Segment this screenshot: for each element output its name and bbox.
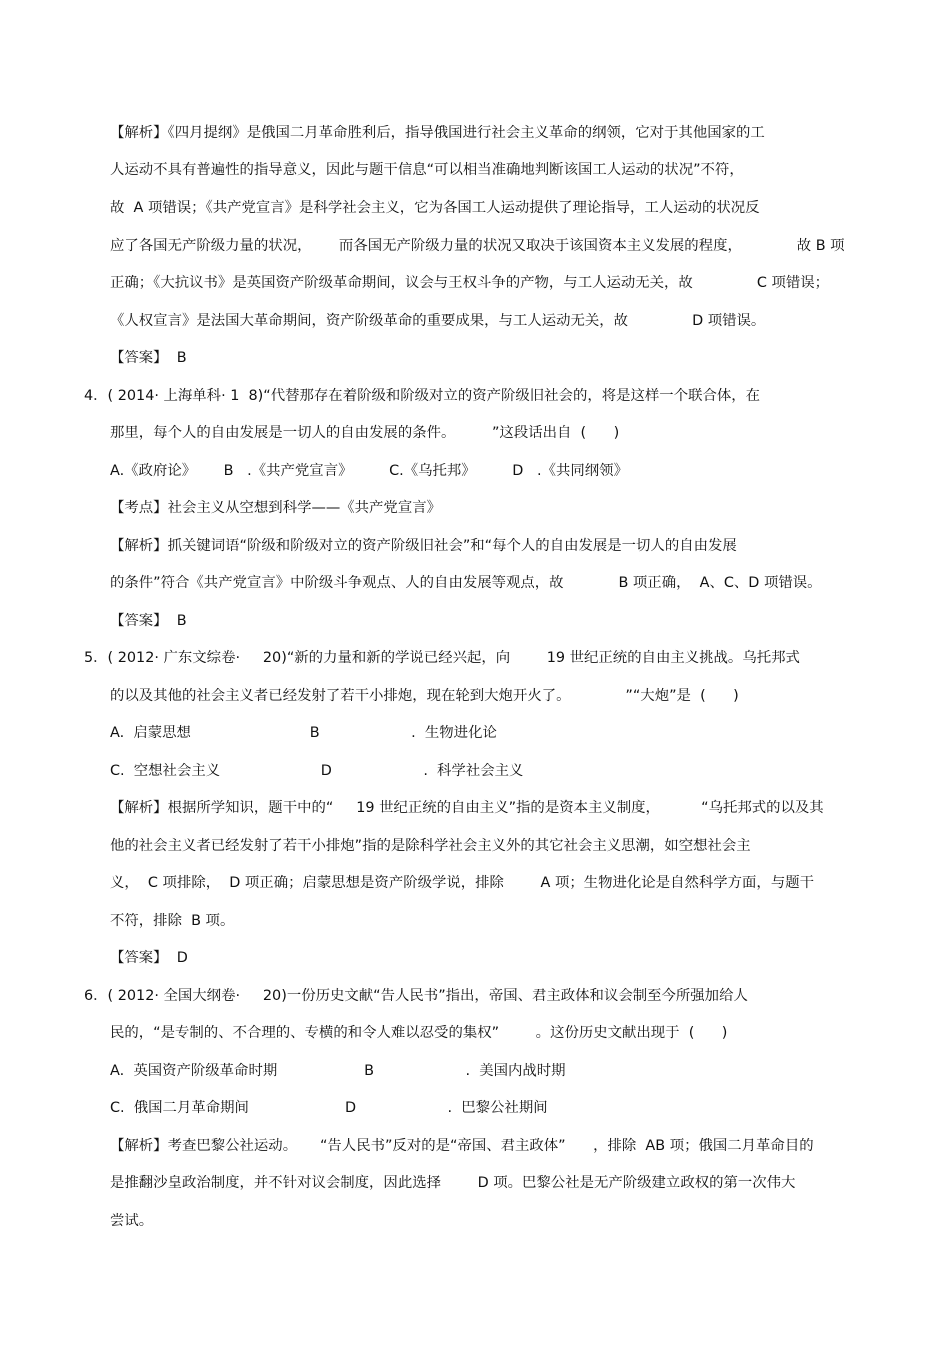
- question-5-analysis-3: 义， C 项排除， D 项正确；启蒙思想是资产阶级学说，排除 A 项；生物进化论是自然科学方面，与题干: [110, 875, 814, 891]
- question-5-stem-1: 5．( 2012· 广东文综卷· 20)“新的力量和新的学说已经兴起，向 19 世纪正统的自由主义挑战。乌托邦式: [84, 650, 800, 666]
- question-4-stem-1: 4．( 2014· 上海单科· 1 8)“代替那存在着阶级和阶级对立的资产阶级旧社会的，将是这样一个联合体，在: [84, 388, 761, 404]
- question-5-answer: 【答案】 D: [110, 950, 188, 966]
- question-5-options-ab: A. 启蒙思想 B . 生物进化论: [110, 725, 497, 741]
- question-4-stem-2: 那里，每个人的自由发展是一切人的自由发展的条件。 ”这段话出自 ( ): [110, 425, 620, 441]
- question-6-options-cd: C. 俄国二月革命期间 D . 巴黎公社期间: [110, 1100, 548, 1116]
- question-5-analysis-1: 【解析】根据所学知识，题干中的“ 19 世纪正统的自由主义”指的是资本主义制度， “乌托邦式的以及其: [110, 800, 824, 816]
- analysis-line-5: 正确；《大抗议书》是英国资产阶级革命期间，议会与王权斗争的产物，与工人运动无关，故 C 项错误；: [110, 275, 830, 291]
- question-5-analysis-2: 他的社会主义者已经发射了若干小排炮”指的是除科学社会主义外的其它社会主义思潮，如空想社会主: [110, 838, 751, 854]
- question-6-analysis-3: 尝试。: [110, 1213, 154, 1229]
- question-5-stem-2: 的以及其他的社会主义者已经发射了若干小排炮，现在轮到大炮开火了。 ”“大炮”是 ( ): [110, 688, 739, 704]
- answer-line: 【答案】 B: [110, 350, 187, 366]
- question-4-analysis-2: 的条件”符合《共产党宣言》中阶级斗争观点、人的自由发展等观点，故 B 项正确， A、C、D 项错误。: [110, 575, 822, 591]
- question-4-analysis-1: 【解析】抓关键词语“阶级和阶级对立的资产阶级旧社会”和“每个人的自由发展是一切人的自由发展: [110, 538, 737, 554]
- question-6-analysis-2: 是推翻沙皇政治制度，并不针对议会制度，因此选择 D 项。巴黎公社是无产阶级建立政权的第一次伟大: [110, 1175, 796, 1191]
- analysis-line-1: 【解析】《四月提纲》是俄国二月革命胜利后，指导俄国进行社会主义革命的纲领，它对于其他国家的工: [110, 125, 765, 141]
- question-6-stem-1: 6．( 2012· 全国大纲卷· 20)一份历史文献“告人民书”指出，帝国、君主政体和议会制至今所强加给人: [84, 988, 748, 1004]
- analysis-line-2: 人运动不具有普遍性的指导意义，因此与题干信息“可以相当准确地判断该国工人运动的状况”不符，: [110, 162, 744, 178]
- question-5-options-cd: C. 空想社会主义 D . 科学社会主义: [110, 763, 524, 779]
- question-6-options-ab: A. 英国资产阶级革命时期 B . 美国内战时期: [110, 1063, 566, 1079]
- question-4-options: A.《政府论》 B .《共产党宣言》 C.《乌托邦》 D .《共同纲领》: [110, 463, 628, 479]
- analysis-line-6: 《人权宣言》是法国大革命期间，资产阶级革命的重要成果，与工人运动无关，故 D 项错误。: [110, 313, 766, 329]
- analysis-line-3: 故 A 项错误；《共产党宣言》是科学社会主义，它为各国工人运动提供了理论指导，工人运动的状况反: [110, 200, 760, 216]
- question-6-stem-2: 民的，“是专制的、不合理的、专横的和令人难以忍受的集权” 。这份历史文献出现于 ( ): [110, 1025, 728, 1041]
- question-6-analysis-1: 【解析】考查巴黎公社运动。 “告人民书”反对的是“帝国、君主政体” ，排除 AB 项；俄国二月革命目的: [110, 1138, 814, 1154]
- question-5-analysis-4: 不符，排除 B 项。: [110, 913, 235, 929]
- question-4-answer: 【答案】 B: [110, 613, 187, 629]
- analysis-line-4: 应了各国无产阶级力量的状况， 而各国无产阶级力量的状况又取决于该国资本主义发展的程度， 故 B 项: [110, 238, 845, 254]
- question-4-point: 【考点】社会主义从空想到科学——《共产党宣言》: [110, 500, 441, 516]
